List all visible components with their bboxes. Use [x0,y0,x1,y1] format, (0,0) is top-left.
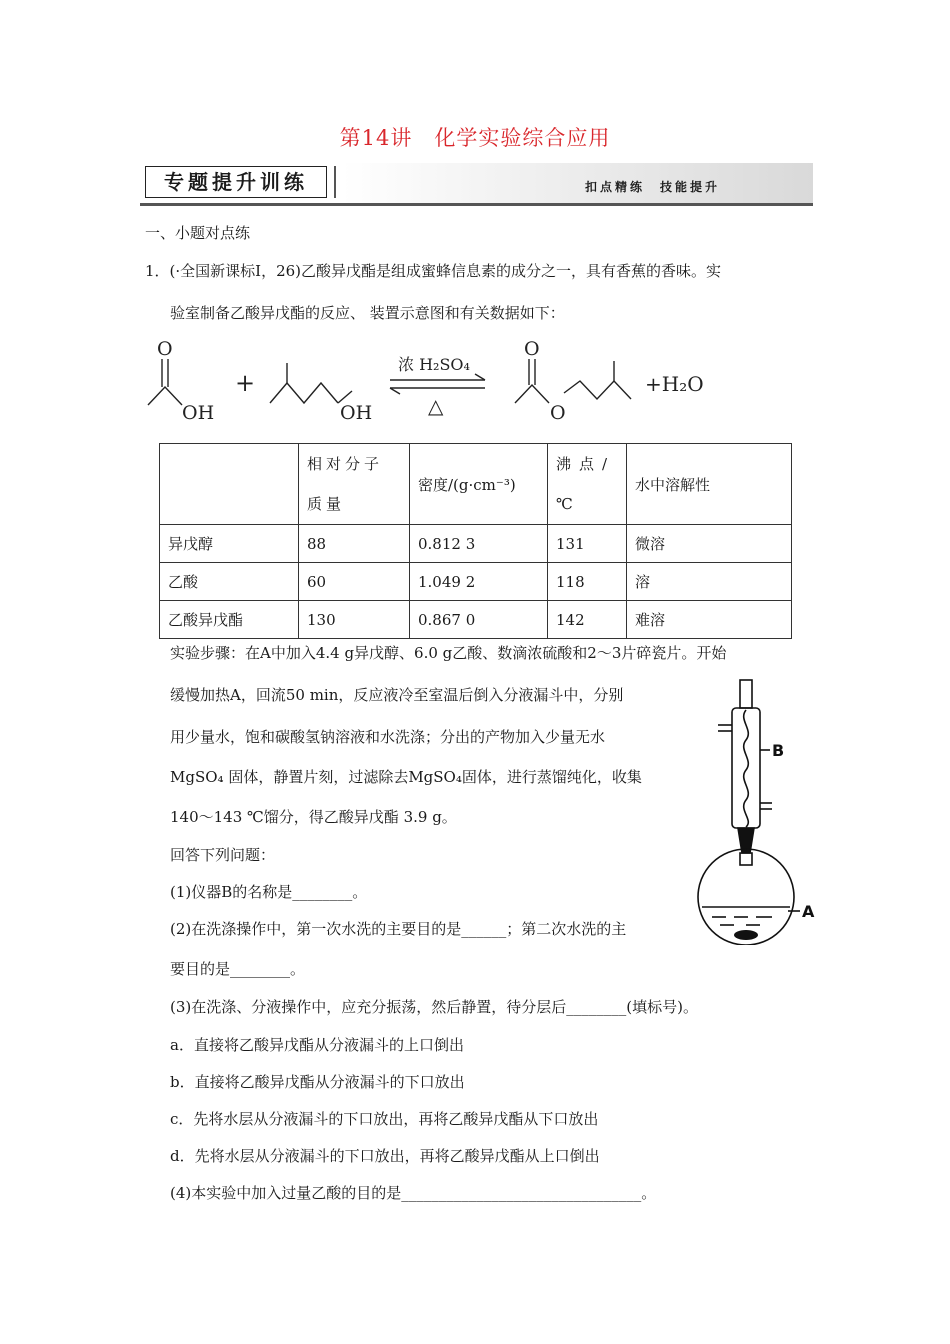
table-header-row [160,444,792,525]
option-b: b．直接将乙酸异戊酯从分液漏斗的下口放出 [170,1073,465,1091]
banner-subtitle: 扣点精练 技能提升 [585,180,721,194]
reflux-apparatus-diagram [690,675,820,945]
acid-carbonyl-o: O [157,338,173,360]
option-c: c．先将水层从分液漏斗的下口放出，再将乙酸异戊酯从下口放出 [170,1110,599,1128]
reaction-scheme [140,333,740,428]
table-cell: 88 [299,525,410,563]
section-heading: 一、小题对点练 [145,224,251,242]
steps-line-2: 缓慢加热A，回流50 min，反应液冷至室温后倒入分液漏斗中，分别 [170,686,624,704]
steps-line-3: 用少量水，饱和碳酸氢钠溶液和水洗涤；分出的产物加入少量无水 [170,728,606,746]
question-4: (4)本实验中加入过量乙酸的目的是________________________________。 [170,1184,657,1202]
acid-skeleton [148,387,182,405]
question-stem-1: 1．(·全国新课标Ⅰ，26)乙酸异戊酯是组成蜜蜂信息素的成分之一，具有香蕉的香味。实 [145,262,722,280]
option-a: a．直接将乙酸异戊酯从分液漏斗的上口倒出 [170,1036,464,1054]
label-a: A [802,902,815,921]
table-cell: 60 [299,563,410,601]
question-2-line-2: 要目的是________。 [170,960,306,978]
table-header-cell: 密度/(g·cm⁻³) [410,444,548,525]
banner-divider [334,166,336,198]
table-cell: 1.049 2 [410,563,548,601]
steps-line-5: 140～143 ℃馏分，得乙酸异戊酯 3.9 g。 [170,808,457,826]
table-cell: 微溶 [627,525,792,563]
table-cell: 乙酸 [160,563,299,601]
table-cell: 118 [548,563,627,601]
table-header-cell: 水中溶解性 [627,444,792,525]
page-title: 第14讲 化学实验综合应用 [339,126,611,150]
option-d: d．先将水层从分液漏斗的下口放出，再将乙酸异戊酯从上口倒出 [170,1147,600,1165]
table-cell: 142 [548,601,627,639]
ester-skeleton [515,385,549,403]
table-header-cell: 沸点/℃ [548,444,627,525]
table-header-cell [160,444,299,525]
table-cell: 0.867 0 [410,601,548,639]
table-header-cell: 相对分子质量 [299,444,410,525]
table-cell: 异戊醇 [160,525,299,563]
table-cell: 溶 [627,563,792,601]
question-1: (1)仪器B的名称是________。 [170,883,368,901]
answer-intro: 回答下列问题： [170,846,276,864]
acid-oh: OH [182,402,215,424]
table-cell: 131 [548,525,627,563]
reaction-condition: 浓 H₂SO₄ [398,355,470,374]
heat-symbol: △ [428,394,444,418]
question-3: (3)在洗涤、分液操作中，应充分振荡，然后静置，待分层后________(填标号)。 [170,998,698,1016]
steps-line-4: MgSO₄ 固体，静置片刻，过滤除去MgSO₄固体，进行蒸馏纯化，收集 [170,768,642,786]
ester-carbonyl-o: O [524,338,540,360]
water-product: +H₂O [645,372,704,396]
table-cell: 130 [299,601,410,639]
question-2-line-1: (2)在洗涤操作中，第一次水洗的主要目的是______；第二次水洗的主 [170,920,627,938]
table-row [160,601,792,639]
boiling-chips [734,930,758,940]
table-cell: 难溶 [627,601,792,639]
banner-label: 专题提升训练 [145,166,327,198]
alcohol-skeleton [270,383,338,403]
steps-line-1: 实验步骤：在A中加入4.4 g异戊醇、6.0 g乙酸、数滴浓硫酸和2～3片碎瓷片。开始 [170,644,727,662]
condenser-top-tube [740,680,752,708]
label-b: B [772,741,785,760]
ester-ether-o: O [550,402,566,424]
question-stem-2: 验室制备乙酸异戊酯的反应、 装置示意图和有关数据如下： [170,304,565,322]
alcohol-oh: OH [340,402,373,424]
table-cell: 0.812 3 [410,525,548,563]
table-row [160,525,792,563]
data-table [159,443,792,639]
table-row [160,563,792,601]
table-cell: 乙酸异戊酯 [160,601,299,639]
plus-sign: + [235,369,256,397]
